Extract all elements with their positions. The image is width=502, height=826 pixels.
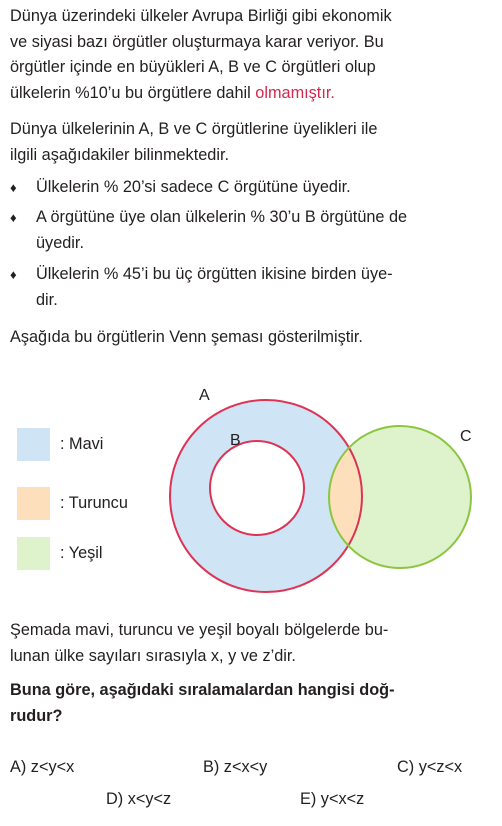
intro-line-2: ve siyasi bazı örgütler oluşturmaya karar veriyor. Bu xyxy=(10,32,384,51)
diamond-bullet-icon: ♦ xyxy=(10,267,17,282)
bullet-2-line-2: üyedir. xyxy=(36,233,84,252)
question-line-1: Buna göre, aşağıdaki sıralamalardan hangisi doğ- xyxy=(10,681,395,699)
statement-line-1: Şemada mavi, turuncu ve yeşil boyalı bölgelerde bu- xyxy=(10,621,389,639)
known-line-1: Dünya ülkelerinin A, B ve C örgütlerine üyelikleri ile xyxy=(10,120,378,138)
bullet-3-line-1: Ülkelerin % 45’i bu üç örgütten ikisine birden üye- xyxy=(36,265,393,283)
bullet-3-line-2: dir. xyxy=(36,290,58,309)
label-c: C xyxy=(460,428,472,445)
diamond-bullet-icon: ♦ xyxy=(10,180,17,195)
intro-line-1: Dünya üzerindeki ülkeler Avrupa Birliği gibi ekonomik xyxy=(10,7,392,25)
known-line-2: ilgili aşağıdakiler bilinmektedir. xyxy=(10,145,229,164)
option-b[interactable]: B) z<x<y xyxy=(203,758,268,776)
option-a[interactable]: A) z<y<x xyxy=(10,758,75,776)
bullet-2-line-1: A örgütüne üye olan ülkelerin % 30’u B örgütüne de xyxy=(36,208,408,226)
statement-line-2: lunan ülke sayıları sırasıyla x, y ve z’dir. xyxy=(10,646,296,665)
statement-paragraph xyxy=(10,618,490,669)
intro-line-4-text: ülkelerin %10’u bu örgütlere dahil xyxy=(10,83,256,102)
legend-label-blue: : Mavi xyxy=(60,435,104,453)
question-line-2: rudur? xyxy=(10,706,63,725)
label-b: B xyxy=(230,432,241,449)
question-paragraph xyxy=(10,678,490,729)
intro-line-3: örgütler içinde en büyükleri A, B ve C örgütleri olup xyxy=(10,58,376,76)
option-c[interactable]: C) y<z<x xyxy=(397,758,463,776)
bullet-1-line-1: Ülkelerin % 20’si sadece C örgütüne üyedir. xyxy=(36,178,351,196)
option-e[interactable]: E) y<x<z xyxy=(300,790,365,808)
option-d[interactable]: D) x<y<z xyxy=(106,790,172,808)
negation-word: olmamıştır. xyxy=(255,83,335,102)
venn-intro: Aşağıda bu örgütlerin Venn şeması gösterilmiştir. xyxy=(10,328,363,346)
label-a: A xyxy=(199,387,210,404)
circle-b xyxy=(210,441,304,535)
legend-label-orange: : Turuncu xyxy=(60,494,128,512)
legend-label-green: : Yeşil xyxy=(60,544,103,562)
diamond-bullet-icon: ♦ xyxy=(10,210,17,225)
